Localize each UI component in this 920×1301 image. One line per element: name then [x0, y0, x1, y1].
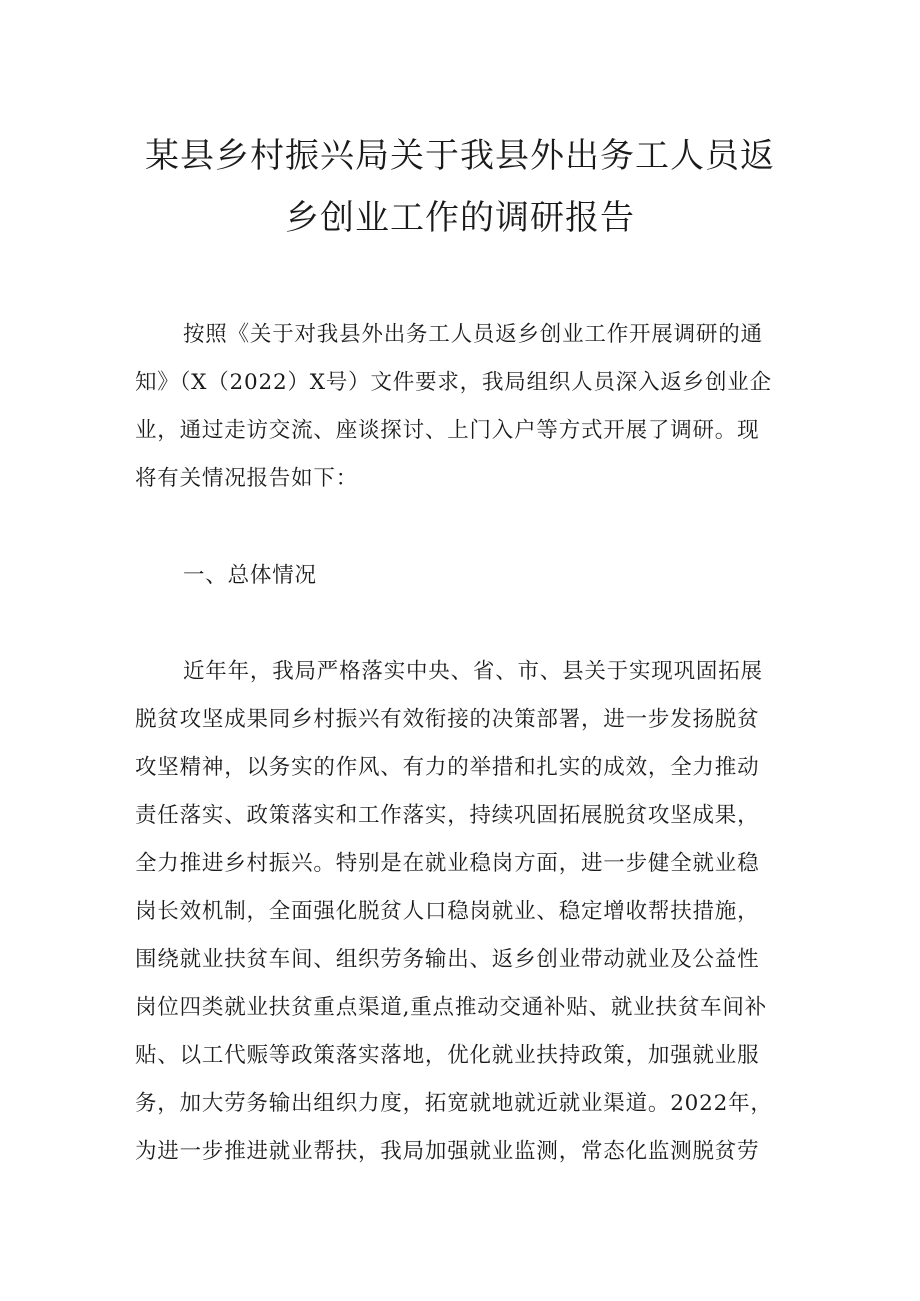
text-line: 务，加大劳务输出组织力度，拓宽就地就近就业渠道。2022年， — [135, 1091, 773, 1116]
text-line: 岗位四类就业扶贫重点渠道,重点推动交通补贴、就业扶贫车间补 — [135, 995, 768, 1020]
text-line: 脱贫攻坚成果同乡村振兴有效衔接的决策部署，进一步发扬脱贫 — [135, 707, 760, 732]
intro-paragraph — [135, 311, 795, 503]
title-line: 乡创业工作的调研报告 — [285, 198, 635, 238]
title-line: 某县乡村振兴局关于我县外出务工人员返 — [145, 136, 775, 176]
text-line: 攻坚精神，以务实的作风、有力的举措和扎实的成效，全力推动 — [135, 755, 760, 780]
text-line: 业，通过走访交流、座谈探讨、上门入户等方式开展了调研。现 — [135, 418, 760, 443]
text-line: 贴、以工代赈等政策落实落地，优化就业扶持政策，加强就业服 — [135, 1043, 760, 1068]
body-paragraph — [135, 648, 795, 1176]
document-title — [100, 125, 820, 249]
text-line: 近年年，我局严格落实中央、省、市、县关于实现巩固拓展 — [183, 659, 763, 684]
text-line: 岗长效机制，全面强化脱贫人口稳岗就业、稳定增收帮扶措施， — [135, 899, 760, 924]
text-line: 知》（X（2022）X号）文件要求，我局组织人员深入返乡创业企 — [135, 370, 772, 395]
text-line: 全力推进乡村振兴。特别是在就业稳岗方面，进一步健全就业稳 — [135, 851, 760, 876]
section-heading-text: 一、总体情况 — [183, 563, 317, 588]
text-line: 为进一步推进就业帮扶，我局加强就业监测，常态化监测脱贫劳 — [135, 1139, 760, 1164]
text-line: 按照《关于对我县外出务工人员返乡创业工作开展调研的通 — [183, 322, 763, 347]
text-line: 围绕就业扶贫车间、组织劳务输出、返乡创业带动就业及公益性 — [135, 947, 760, 972]
text-line: 责任落实、政策落实和工作落实，持续巩固拓展脱贫攻坚成果， — [135, 803, 760, 828]
text-line: 将有关情况报告如下： — [135, 466, 359, 491]
section-heading — [135, 552, 795, 600]
